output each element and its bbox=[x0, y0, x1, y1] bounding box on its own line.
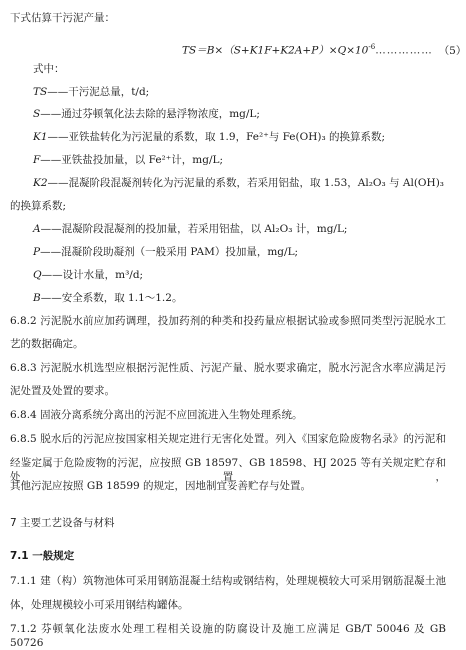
para-6-8-4: 6.8.4 固液分离系统分离出的污泥不应回流进入生物处理系统。 bbox=[10, 409, 303, 421]
para-6-8-3-line-1: 6.8.3 污泥脱水机选型应根据污泥性质、污泥产量、脱水要求确定，脱水污泥含水率应满足污 bbox=[10, 362, 446, 374]
para-7-1-2: 7.1.2 芬顿氧化法废水处理工程相关设施的防腐设计及施工应满足 GB/T 50046 及 GB 50726 bbox=[10, 623, 446, 649]
def-s: S——通过芬顿氧化法去除的悬浮物浓度，mg/L; bbox=[33, 108, 260, 120]
def-f: F——亚铁盐投加量，以 Fe²⁺计，mg/L; bbox=[33, 154, 224, 166]
def-b: B——安全系数，取 1.1～1.2。 bbox=[33, 292, 183, 304]
equation-exponent: -6 bbox=[368, 43, 376, 51]
def-k2-cont: 的换算系数; bbox=[10, 200, 67, 212]
equation-leader-dots: …………… bbox=[375, 44, 433, 57]
equation-number: （5） bbox=[438, 44, 466, 57]
def-a: A——混凝阶段混凝剂的投加量，若采用铝盐，以 Al₂O₃ 计，mg/L; bbox=[33, 223, 348, 235]
para-6-8-5-line-2: 经鉴定属于危险废物的污泥，应按照 GB 18597、GB 18598、HJ 2025 等有关规定贮存和处置， bbox=[10, 457, 446, 483]
equation-lhs: TS bbox=[182, 44, 197, 57]
equation bbox=[182, 40, 466, 58]
def-p: P——混凝阶段助凝剂（一般采用 PAM）投加量，mg/L; bbox=[33, 246, 299, 258]
section-7-1-heading: 7.1 一般规定 bbox=[10, 550, 75, 562]
para-6-8-2-line-2: 艺的数据确定。 bbox=[10, 338, 84, 350]
para-6-8-3-line-2: 泥处置及处置的要求。 bbox=[10, 385, 115, 397]
para-6-8-2-line-1: 6.8.2 污泥脱水前应加药调理，投加药剂的种类和投药量应根据试验或参照同类型污泥脱水工 bbox=[10, 315, 446, 327]
para-6-8-5-line-1: 6.8.5 脱水后的污泥应按国家相关规定进行无害化处置。列入《国家危险废物名录》的污泥和 bbox=[10, 433, 446, 445]
def-q: Q——设计水量，m³/d; bbox=[33, 269, 144, 281]
equation-rhs: ＝B×（S+K1F+K2A+P）×Q×10 bbox=[196, 44, 369, 57]
def-k1: K1——亚铁盐转化为污泥量的系数，取 1.9，Fe²⁺与 Fe(OH)₃ 的换算系数; bbox=[33, 131, 386, 143]
intro-line: 下式估算干污泥产量： bbox=[10, 12, 115, 24]
def-k2: K2——混凝阶段混凝剂转化为污泥量的系数，若采用铝盐，取 1.53，Al₂O₃ 与 Al(OH)₃ bbox=[33, 177, 444, 189]
para-7-1-1-line-1: 7.1.1 建（构）筑物池体可采用钢筋混凝土结构或钢结构，处理规模较大可采用钢筋混凝土池 bbox=[10, 575, 446, 587]
para-6-8-5-line-3: 其他污泥应按照 GB 18599 的规定，因地制宜妥善贮存与处置。 bbox=[10, 480, 312, 492]
para-7-1-1-line-2: 体，处理规模较小可采用钢结构罐体。 bbox=[10, 599, 189, 611]
section-7-heading: 7 主要工艺设备与材料 bbox=[10, 517, 115, 529]
where-label: 式中： bbox=[33, 63, 65, 75]
def-ts: TS——干污泥总量，t/d; bbox=[33, 86, 150, 98]
